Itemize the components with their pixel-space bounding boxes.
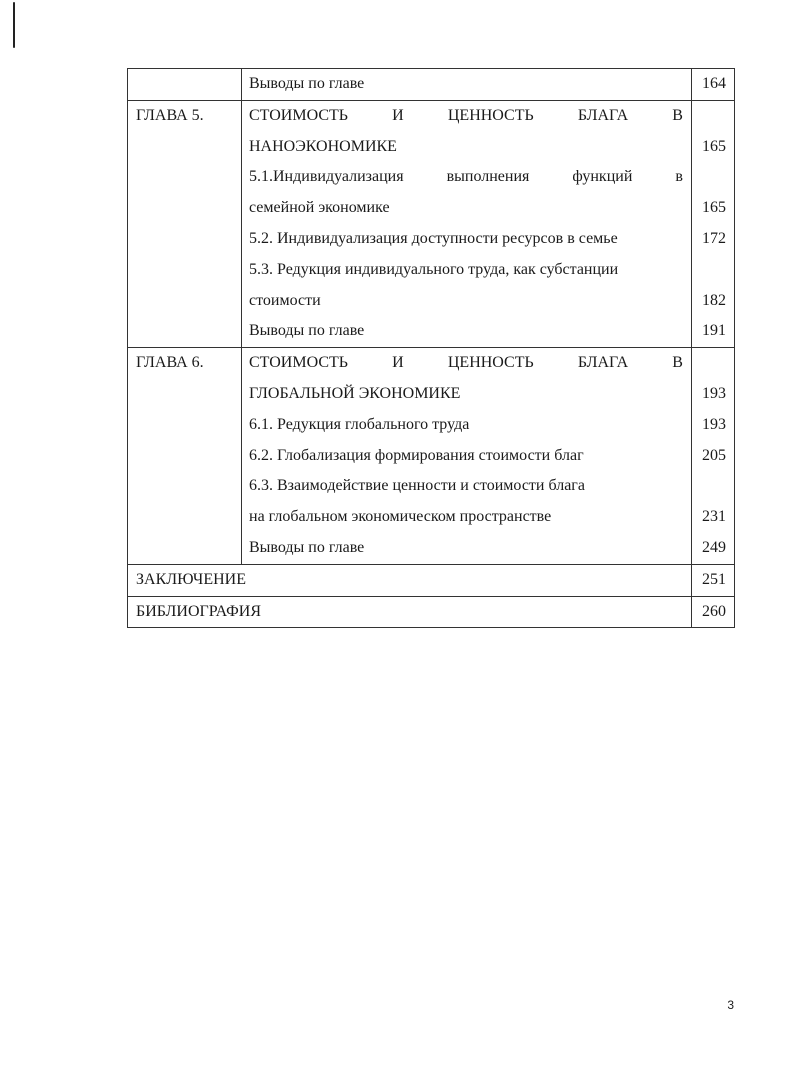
toc-row-conclusion xyxy=(128,564,735,596)
table-of-contents xyxy=(127,68,735,628)
toc-page-number: 249 xyxy=(702,538,726,556)
chapter-title-line2[interactable]: ГЛОБАЛЬНОЙ ЭКОНОМИКЕ xyxy=(249,384,461,402)
page-number: 3 xyxy=(727,998,734,1012)
chapter-6-conclusions[interactable]: Выводы по главе xyxy=(249,538,365,556)
section-6-3-title[interactable]: 6.3. Взаимодействие ценности и стоимости блага xyxy=(249,477,585,495)
toc-page-number: 205 xyxy=(702,446,726,464)
toc-page-number: 165 xyxy=(702,199,726,217)
toc-page-number: 260 xyxy=(702,602,726,620)
toc-page-number: 191 xyxy=(702,322,726,340)
toc-page-number: 231 xyxy=(702,508,726,526)
chapter-title-line2[interactable]: НАНОЭКОНОМИКЕ xyxy=(249,137,397,155)
section-6-2-title[interactable]: 6.2. Глобализация формирования стоимости благ xyxy=(249,446,584,464)
chapter-label: ГЛАВА 5. xyxy=(136,106,204,124)
toc-page-number: 193 xyxy=(702,384,726,402)
conclusion-title[interactable]: ЗАКЛЮЧЕНИЕ xyxy=(136,570,246,588)
section-5-3-title-line2[interactable]: стоимости xyxy=(249,291,321,309)
toc-row-chapter4-conclusions xyxy=(128,69,735,101)
section-5-3-title[interactable]: 5.3. Редукция индивидуального труда, как субстанции xyxy=(249,260,619,278)
scan-artifact-mark xyxy=(13,2,15,48)
chapter-title[interactable]: СТОИМОСТЬ И ЦЕННОСТЬ БЛАГА В xyxy=(249,354,683,372)
toc-page-number: 164 xyxy=(702,75,726,92)
bibliography-title[interactable]: БИБЛИОГРАФИЯ xyxy=(136,602,262,620)
toc-row-chapter6 xyxy=(128,348,735,565)
section-5-2-title[interactable]: 5.2. Индивидуализация доступности ресурсов в семье xyxy=(249,229,618,247)
chapter-title[interactable]: СТОИМОСТЬ И ЦЕННОСТЬ БЛАГА В xyxy=(249,106,683,124)
section-5-1-title-line2[interactable]: семейной экономике xyxy=(249,199,390,217)
chapter-label: ГЛАВА 6. xyxy=(136,354,204,372)
toc-row-bibliography xyxy=(128,596,735,628)
toc-page-number: 251 xyxy=(702,570,726,588)
section-6-1-title[interactable]: 6.1. Редукция глобального труда xyxy=(249,415,470,433)
toc-row-chapter5 xyxy=(128,100,735,347)
section-6-3-title-line2[interactable]: на глобальном экономическом пространстве xyxy=(249,508,552,526)
toc-entry-title[interactable]: Выводы по главе xyxy=(249,75,365,92)
toc-page-number: 182 xyxy=(702,291,726,309)
toc-page-number: 165 xyxy=(702,137,726,155)
chapter-5-conclusions[interactable]: Выводы по главе xyxy=(249,322,365,340)
toc-page-number: 172 xyxy=(702,229,726,247)
toc-page-number: 193 xyxy=(702,415,726,433)
section-5-1-title[interactable]: 5.1.Индивидуализация выполнения функций в xyxy=(249,168,683,186)
